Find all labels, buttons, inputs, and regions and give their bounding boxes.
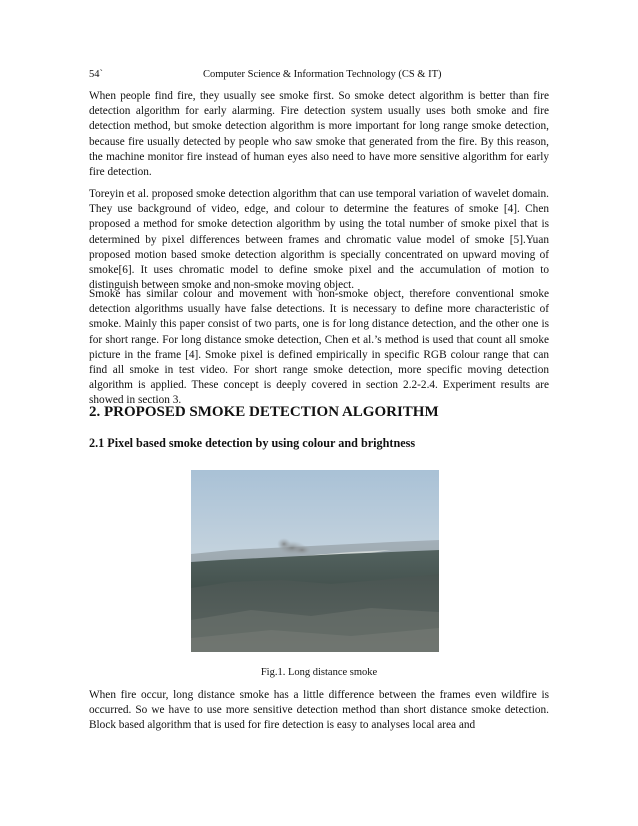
page-number: 54`: [89, 69, 103, 80]
intro-paragraph-2: Toreyin et al. proposed smoke detection algorithm that can use temporal variation of wavelet domain. They use background of video, edge, and colour to determine the features of smoke [4]. Chen proposed a method for smoke detection algorithm by using the total number of smoke pixel that is determined by pixel differences between frames and chromatic value model of smoke [5].Yuan proposed motion based smoke detection algorithm is specially concentrated on upward moving of smoke[6]. It uses chromatic model to define smoke pixel and the accumulation of motion to distinguish between smoke and non-smoke moving object.: [89, 188, 549, 292]
figure-caption: Fig.1. Long distance smoke: [260, 667, 378, 678]
journal-title: Computer Science & Information Technology (CS & IT): [203, 69, 442, 80]
smoke-photo: [191, 470, 439, 652]
section-heading: 2. PROPOSED SMOKE DETECTION ALGORITHM: [89, 404, 439, 420]
body-paragraph-4: When fire occur, long distance smoke has a little difference between the frames even wildfire is occurred. So we have to use more sensitive detection method than short distance smoke detection. Block based algorithm that is used for fire detection is easy to analyses local area and: [89, 689, 549, 732]
intro-paragraph-3: Smoke has similar colour and movement with non-smoke object, therefore conventional smoke detection algorithms usually have false detections. It is necessary to define more characteristic of smoke. Mainly this paper consist of two parts, one is for long distance detection, and the other one is for short range. For long distance smoke detection, Chen et al.’s method is used that count all smoke picture in the frame [4]. Smoke pixel is defined empirically in specific RGB colour range that can find all smoke in test video. For short range smoke detection, more specific moving detection algorithm is applied. These concept is deeply covered in section 2.2-2.4. Experiment results are showed in section 3.: [89, 288, 549, 407]
intro-paragraph-1: When people find fire, they usually see smoke first. So smoke detect algorithm is better than fire detection algorithm for early alarming. Fire detection system usually uses both smoke and fire detection method, but smoke detection algorithm is more important for long range smoke detection, because fire usually detected by people who saw smoke that generated from the fire. By this reason, the machine monitor fire instead of human eyes also need to have more sensitive algorithm for early fire detection.: [89, 90, 549, 179]
subsection-heading: 2.1 Pixel based smoke detection by using colour and brightness: [89, 436, 416, 450]
